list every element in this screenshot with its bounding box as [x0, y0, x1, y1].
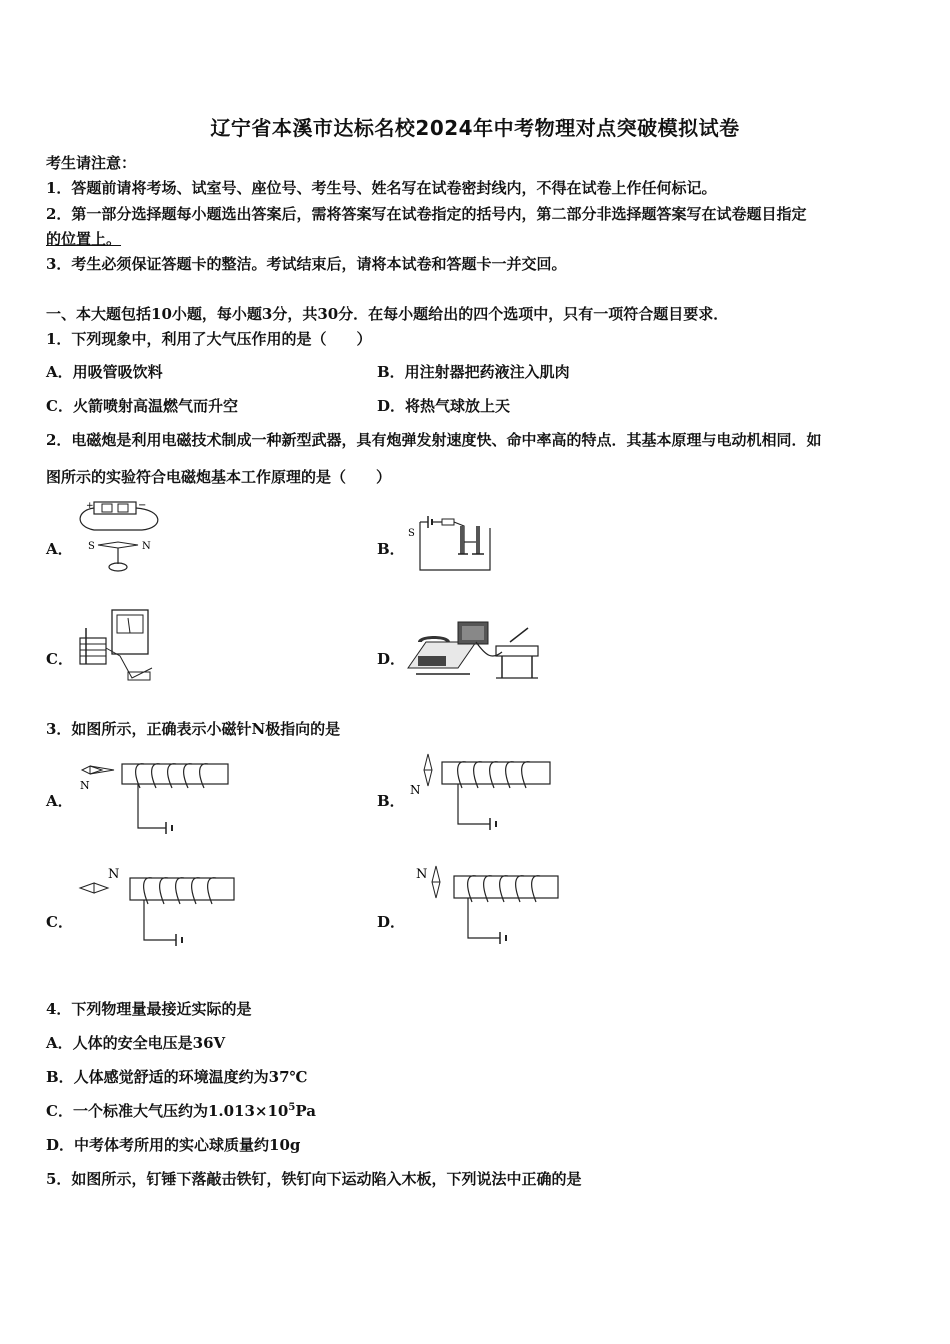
solenoid-figure-a: [78, 760, 230, 832]
question-1-option-d[interactable]: D．将热气球放上天: [377, 397, 511, 415]
question-4-option-b[interactable]: B．人体感觉舒适的环境温度约为37℃: [46, 1068, 308, 1086]
generator-experiment-figure: [406, 504, 496, 574]
exponent: 5: [288, 1102, 296, 1113]
figure-label: −: [138, 500, 147, 511]
notice-item: 的位置上。: [46, 230, 122, 248]
question-5-stem: 5．如图所示，钉锤下落敲击铁钉，铁钉向下运动陷入木板，下列说法中正确的是: [46, 1170, 582, 1188]
solenoid-figure-d: [414, 862, 564, 946]
page-title: 辽宁省本溪市达标名校2024年中考物理对点突破模拟试卷: [210, 116, 740, 140]
oersted-experiment-figure: [72, 498, 172, 574]
question-4-option-a[interactable]: A．人体的安全电压是36V: [46, 1034, 226, 1052]
section-heading: 一、本大题包括10小题，每小题3分，共30分．在每小题给出的四个选项中，只有一项符合题目要求．: [46, 305, 729, 323]
n-pole-label: N: [416, 867, 428, 882]
figure-label: S: [88, 541, 95, 552]
question-4-option-c[interactable]: [46, 1100, 316, 1121]
figure-label: S: [408, 528, 415, 539]
figure-label: +: [86, 501, 94, 511]
question-3-stem: 3．如图所示，正确表示小磁针N极指向的是: [46, 720, 341, 738]
question-1-option-a[interactable]: A．用吸管吸饮料: [46, 363, 163, 381]
n-pole-label: N: [80, 779, 90, 792]
question-3-option-c[interactable]: C．: [46, 913, 73, 931]
notice-item: 1．答题前请将考场、试室号、座位号、考生号、姓名写在试卷密封线内，不得在试卷上作任何标记。: [46, 179, 717, 197]
solenoid-figure-c: [78, 864, 238, 946]
question-1-stem: 1．下列现象中，利用了大气压作用的是（ ）: [46, 330, 372, 348]
galvanometer-experiment-figure: [72, 608, 162, 684]
notice-item: 2．第一部分选择题每小题选出答案后，需将答案写在试卷指定的括号内，第二部分非选择题答案写在试卷题目指定: [46, 205, 807, 223]
unit: Pa: [295, 1102, 316, 1120]
notice-heading: 考生请注意：: [46, 154, 137, 172]
question-2-option-c[interactable]: C．: [46, 650, 73, 668]
question-2-stem: 图所示的实验符合电磁炮基本工作原理的是（ ）: [46, 468, 392, 486]
question-3-option-b[interactable]: B．: [377, 792, 405, 810]
figure-label: N: [142, 541, 151, 552]
question-2-stem: 2．电磁炮是利用电磁技术制成一种新型武器，具有炮弹发射速度快、命中率高的特点．其基本原理与电动机相同．如: [46, 431, 822, 449]
question-4-stem: 4．下列物理量最接近实际的是: [46, 1000, 252, 1018]
question-3-option-a[interactable]: A．: [46, 792, 73, 810]
n-pole-label: N: [108, 867, 120, 882]
question-2-option-a[interactable]: A．: [46, 540, 73, 558]
question-2-option-b[interactable]: B．: [377, 540, 405, 558]
n-pole-label: N: [410, 783, 421, 797]
option-text: C．一个标准大气压约为1.013×10: [46, 1102, 289, 1120]
question-2-option-d[interactable]: D．: [377, 650, 406, 668]
question-1-option-b[interactable]: B．用注射器把药液注入肌肉: [377, 363, 570, 381]
question-4-option-d[interactable]: D．中考体考所用的实心球质量约10g: [46, 1136, 301, 1154]
notice-item: 3．考生必须保证答题卡的整洁。考试结束后，请将本试卷和答题卡一并交回。: [46, 255, 567, 273]
question-1-option-c[interactable]: C．火箭喷射高温燃气而升空: [46, 397, 238, 415]
motor-experiment-figure: [406, 612, 542, 684]
solenoid-figure-b: [408, 752, 560, 832]
question-3-option-d[interactable]: D．: [377, 913, 406, 931]
